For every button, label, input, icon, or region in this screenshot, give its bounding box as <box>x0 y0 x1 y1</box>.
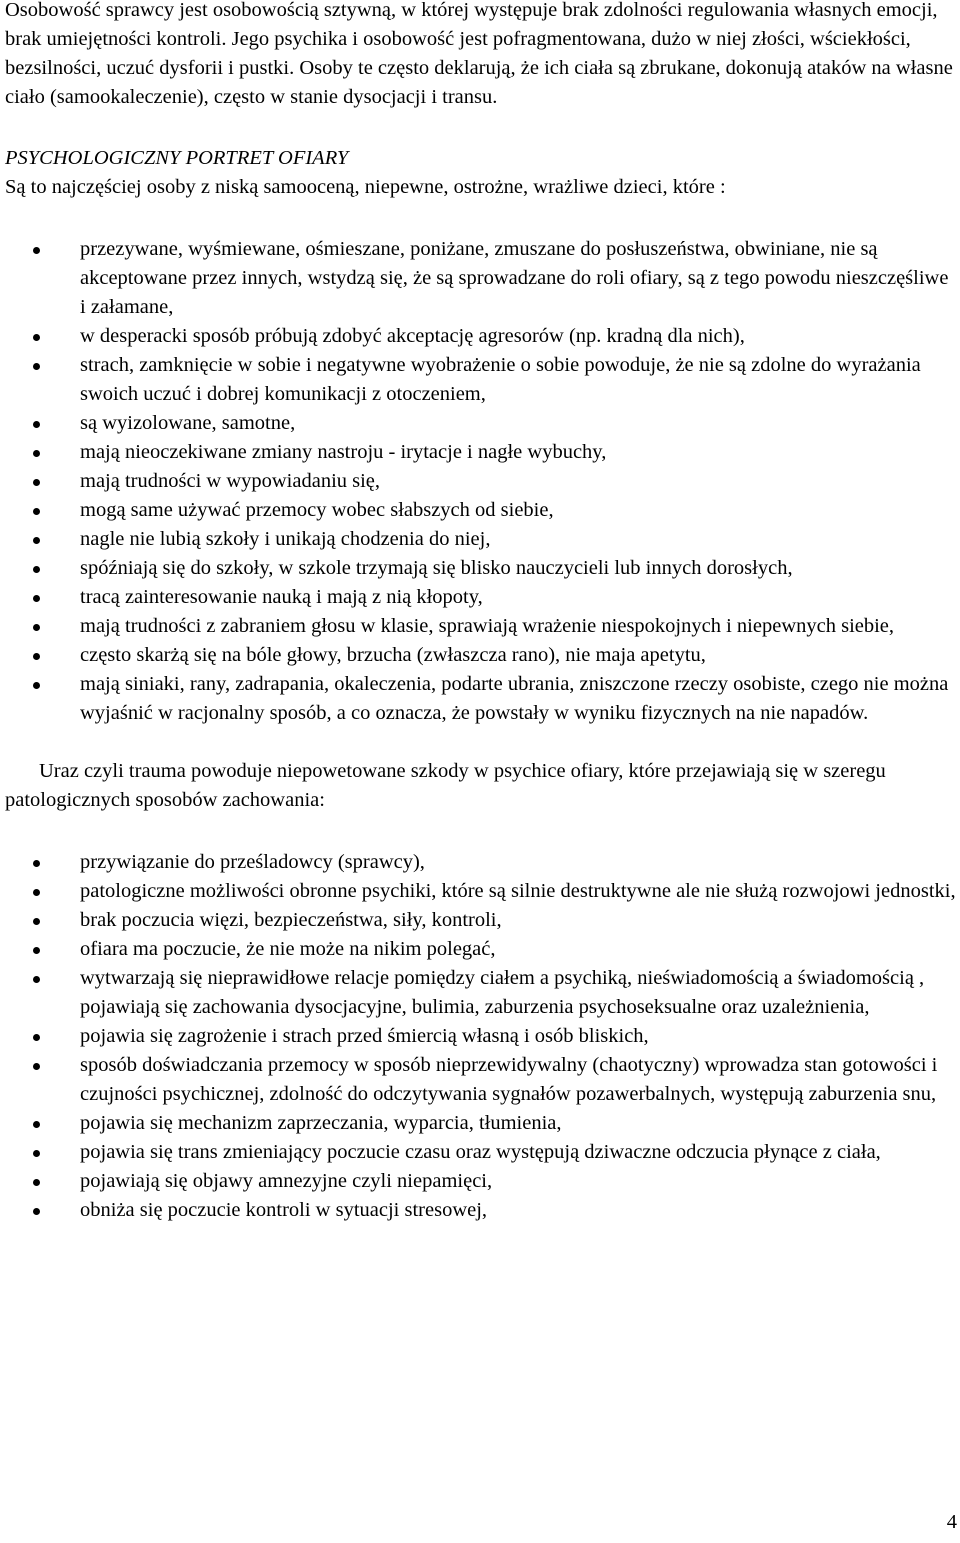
bullet-icon <box>33 537 40 544</box>
intro-paragraph: Osobowość sprawcy jest osobowością sztywną, w której występuje brak zdolności regulowania własnych emocji, brak umiejętności kontroli. Jego psychika i osobowość jest pofragmentowana, dużo w niej złości, wściekłości, bezsilności, uczuć dysforii i pustki. Osoby te często deklarują, że ich ciała są zbrukane, dokonują ataków na własne ciało (samookaleczenie), często w stanie dysocjacji i transu. <box>5 0 953 108</box>
bullet-icon <box>33 947 40 954</box>
list-item <box>5 438 957 467</box>
bullet-icon <box>33 889 40 896</box>
list-item-text: spóźniają się do szkoły, w szkole trzymają się blisko nauczycieli lub innych dorosłych, <box>80 557 793 579</box>
list-item <box>5 525 957 554</box>
page-number: 4 <box>946 1511 957 1533</box>
bullet-icon <box>33 566 40 573</box>
bullet-icon <box>33 479 40 486</box>
list-item-text: mają trudności z zabraniem głosu w klasie, sprawiają wrażenie niespokojnych i niepewnych siebie, <box>80 615 895 637</box>
list-item-text: obniża się poczucie kontroli w sytuacji stresowej, <box>80 1199 488 1221</box>
bullet-icon <box>33 918 40 925</box>
list-item-text: mogą same używać przemocy wobec słabszych od siebie, <box>80 499 554 521</box>
list-item <box>5 322 957 351</box>
bullet-icon <box>33 1150 40 1157</box>
list-item-text: są wyizolowane, samotne, <box>80 412 296 434</box>
document-page <box>5 0 957 1225</box>
list-item-text: strach, zamknięcie w sobie i negatywne wyobrażenie o sobie powoduje, że nie są zdolne do wyrażania swoich uczuć i dobrej komunikacji z otoczeniem, <box>80 354 921 405</box>
list-item <box>5 935 957 964</box>
list-item <box>5 612 957 641</box>
list-item-text: pojawia się zagrożenie i strach przed śmiercią własną i osób bliskich, <box>80 1025 649 1047</box>
list-item-text: brak poczucia więzi, bezpieczeństwa, siły, kontroli, <box>80 909 502 931</box>
list-item <box>5 906 957 935</box>
list-item-text: nagle nie lubią szkoły i unikają chodzenia do niej, <box>80 528 491 550</box>
list-item <box>5 554 957 583</box>
list-item-text: pojawia się mechanizm zaprzeczania, wyparcia, tłumienia, <box>80 1112 562 1134</box>
list-item <box>5 235 957 322</box>
list-item-text: w desperacki sposób próbują zdobyć akceptację agresorów (np. kradną dla nich), <box>80 325 745 347</box>
bullet-icon <box>33 860 40 867</box>
list-item <box>5 496 957 525</box>
bullet-icon <box>33 421 40 428</box>
bullet-icon <box>33 508 40 515</box>
list-item <box>5 877 957 906</box>
list-item-text: ofiara ma poczucie, że nie może na nikim polegać, <box>80 938 496 960</box>
list-item-text: przezywane, wyśmiewane, ośmieszane, poniżane, zmuszane do posłuszeństwa, obwiniane, nie są akceptowane przez innych, wstydzą się, że są sprowadzane do roli ofiary, są z tego powodu nieszczęśliwe i załamane, <box>80 238 949 318</box>
list-item <box>5 1196 957 1225</box>
list-item <box>5 1167 957 1196</box>
trauma-effects-list <box>5 848 957 1225</box>
list-item-text: patologiczne możliwości obronne psychiki, które są silnie destruktywne ale nie służą rozwojowi jednostki, <box>80 880 956 902</box>
list-item <box>5 583 957 612</box>
list-item <box>5 1022 957 1051</box>
section-heading: PSYCHOLOGICZNY PORTRET OFIARY <box>5 147 349 169</box>
list-item <box>5 1109 957 1138</box>
list-item-text: sposób doświadczania przemocy w sposób nieprzewidywalny (chaotyczny) wprowadza stan gotowości i czujności psychicznej, zdolność do odczytywania sygnałów pozawerbalnych, występują zaburzenia snu, <box>80 1054 938 1105</box>
list-item-text: mają siniaki, rany, zadrapania, okaleczenia, podarte ubrania, zniszczone rzeczy osobiste, czego nie można wyjaśnić w racjonalny sposób, a co oznacza, że powstały w wyniku fizycznych na nie napadów. <box>80 673 949 724</box>
list-item-text: pojawia się trans zmieniający poczucie czasu oraz występują dziwaczne odczucia płynące z ciała, <box>80 1141 881 1163</box>
bullet-icon <box>33 595 40 602</box>
list-item <box>5 409 957 438</box>
list-item <box>5 641 957 670</box>
section-intro-paragraph: Są to najczęściej osoby z niską samooceną, niepewne, ostrożne, wrażliwe dzieci, które : <box>5 176 726 198</box>
bullet-icon <box>33 334 40 341</box>
bullet-icon <box>33 1034 40 1041</box>
list-item-text: wytwarzają się nieprawidłowe relacje pomiędzy ciałem a psychiką, nieświadomością a świadomością , pojawiają się zachowania dysocjacyjne, bulimia, zaburzenia psychoseksualne oraz uzależnienia, <box>80 967 925 1018</box>
bullet-icon <box>33 682 40 689</box>
list-item-text: przywiązanie do prześladowcy (sprawcy), <box>80 851 425 873</box>
bullet-icon <box>33 653 40 660</box>
bullet-icon <box>33 1063 40 1070</box>
list-item <box>5 467 957 496</box>
list-item <box>5 670 957 728</box>
bullet-icon <box>33 450 40 457</box>
list-item <box>5 1051 957 1109</box>
trauma-paragraph: Uraz czyli trauma powoduje niepowetowane szkody w psychice ofiary, które przejawiają się w szeregu patologicznych sposobów zachowania: <box>5 760 886 811</box>
bullet-icon <box>33 1179 40 1186</box>
list-item <box>5 964 957 1022</box>
bullet-icon <box>33 976 40 983</box>
list-item-text: mają trudności w wypowiadaniu się, <box>80 470 381 492</box>
list-item-text: pojawiają się objawy amnezyjne czyli niepamięci, <box>80 1170 493 1192</box>
victim-traits-list <box>5 235 957 728</box>
list-item-text: często skarżą się na bóle głowy, brzucha (zwłaszcza rano), nie maja apetytu, <box>80 644 706 666</box>
bullet-icon <box>33 624 40 631</box>
list-item-text: mają nieoczekiwane zmiany nastroju - irytacje i nagłe wybuchy, <box>80 441 607 463</box>
bullet-icon <box>33 363 40 370</box>
bullet-icon <box>33 1121 40 1128</box>
list-item <box>5 351 957 409</box>
list-item <box>5 848 957 877</box>
list-item-text: tracą zainteresowanie nauką i mają z nią kłopoty, <box>80 586 483 608</box>
bullet-icon <box>33 247 40 254</box>
bullet-icon <box>33 1208 40 1215</box>
list-item <box>5 1138 957 1167</box>
